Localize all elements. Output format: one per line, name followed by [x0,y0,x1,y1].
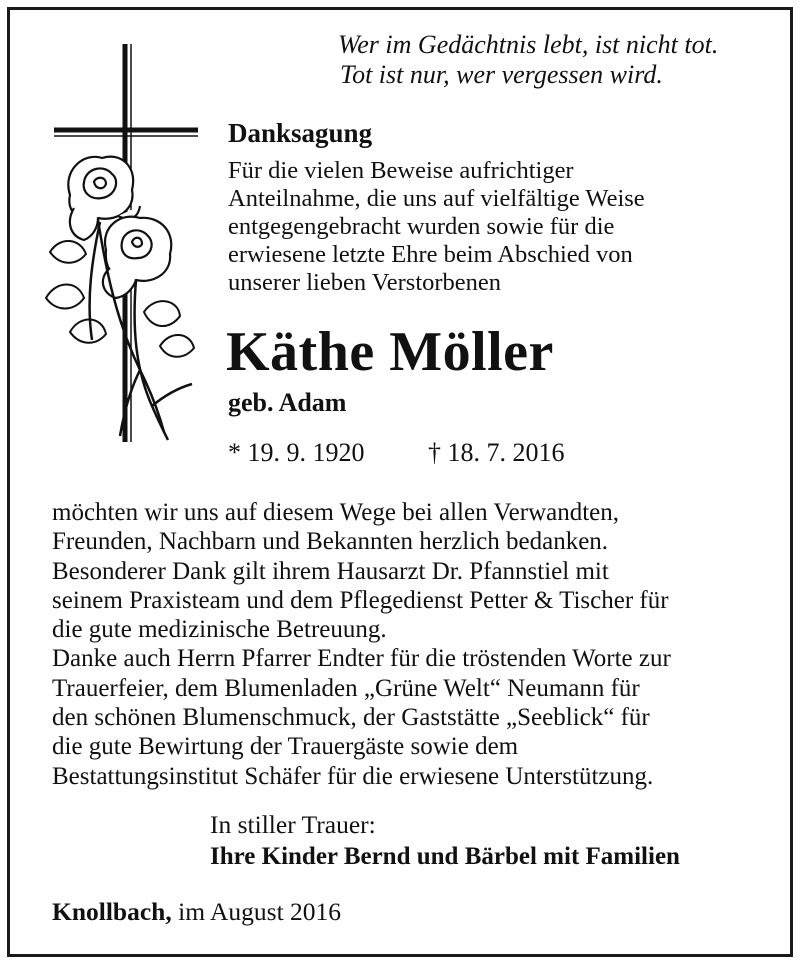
intro-line: Anteilnahme, die uns auf vielfältige Weise [228,185,645,212]
heading: Danksagung [228,118,373,148]
intro-line: erwiesene letzte Ehre beim Abschied von [228,241,633,268]
mourners: Ihre Kinder Bernd und Bärbel mit Familien [210,843,680,870]
death-date: † 18. 7. 2016 [428,438,565,467]
maiden-name: geb. Adam [228,388,347,417]
thanks-text [52,498,671,791]
thanks-line: seinem Praxisteam und dem Pflegedienst Petter & Tischer für [52,586,669,614]
life-dates [228,438,565,468]
motto [338,30,748,90]
deceased-name: Käthe Möller [226,321,554,383]
thanks-line: möchten wir uns auf diesem Wege bei allen Verwandten, [52,499,620,526]
intro-line: entgegengebracht wurden sowie für die [228,213,615,240]
intro-line: unserer lieben Verstorbenen [228,269,502,296]
birth-date: * 19. 9. 1920 [228,438,365,467]
thanks-line: Bestattungsinstitut Schäfer für die erwiesene Unterstützung. [52,762,654,790]
intro-line: Für die vielen Beweise aufrichtiger [228,157,574,184]
date: im August 2016 [178,897,342,926]
thanks-line: Trauerfeier, dem Blumenladen „Grüne Welt“ Neumann für [52,674,640,702]
mourning-label: In stiller Trauer: [210,810,376,839]
thanks-line: Danke auch Herrn Pfarrer Endter für die tröstenden Worte zur [52,645,671,673]
thanks-line: Besonderer Dank gilt ihrem Hausarzt Dr. Pfannstiel mit [52,557,609,585]
intro-text [228,157,645,297]
thanks-line: Freunden, Nachbarn und Bekannten herzlich bedanken. [52,528,609,556]
motto-line-1: Wer im Gedächtnis lebt, ist nicht tot. [338,30,719,59]
thanks-line: die gute Bewirtung der Trauergäste sowie dem [52,733,519,761]
cross-with-roses-icon [40,40,210,450]
place-date [52,897,341,927]
place: Knollbach, [52,897,172,926]
thanks-line: die gute medizinische Betreuung. [52,616,387,644]
thanks-line: den schönen Blumenschmuck, der Gaststätte „Seeblick“ für [52,704,650,732]
motto-line-2: Tot ist nur, wer vergessen wird. [340,60,663,89]
